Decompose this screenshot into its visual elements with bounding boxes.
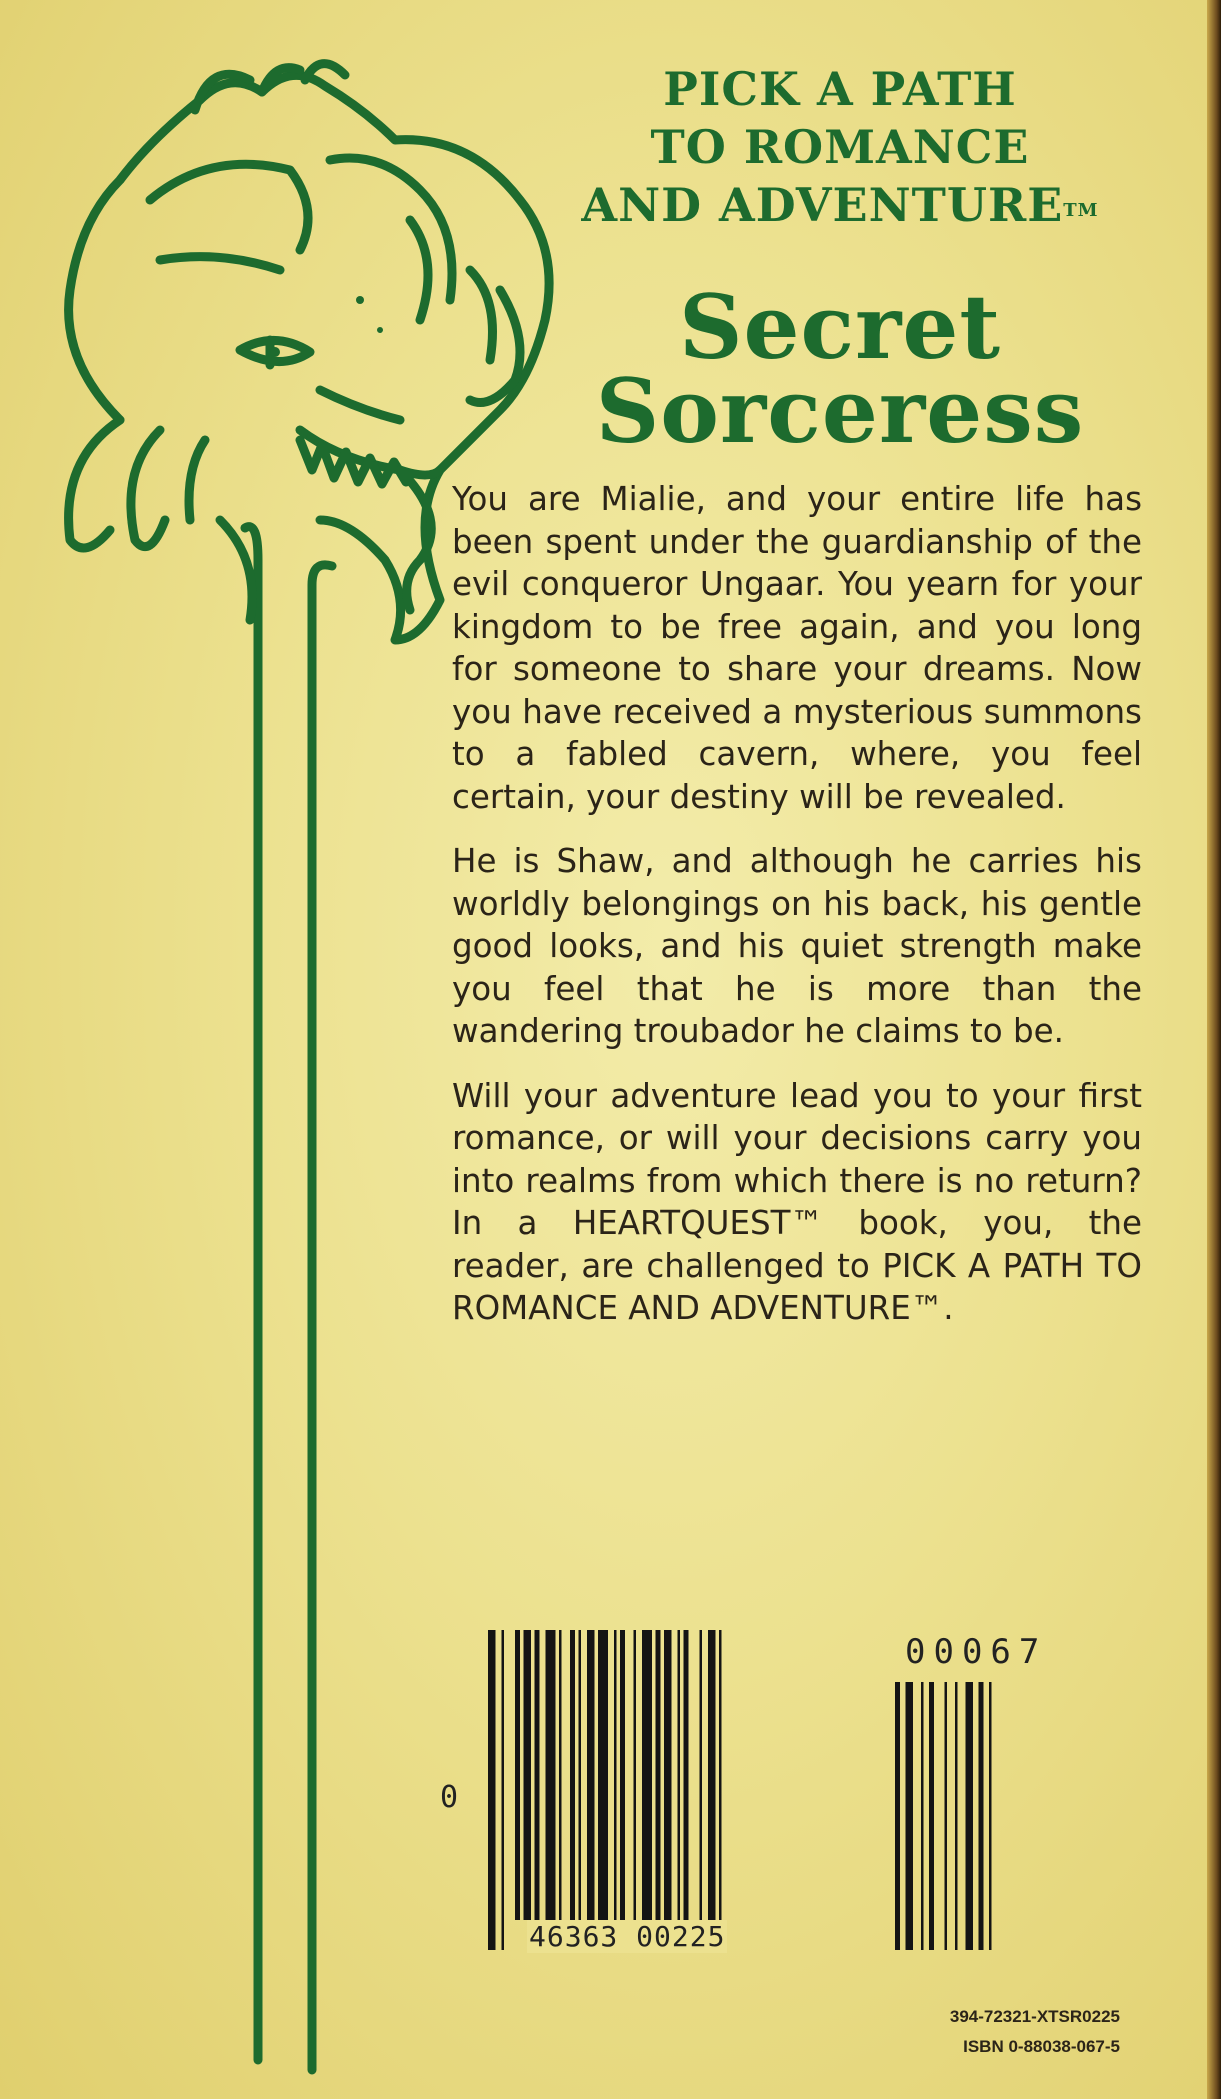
blurb-text: [452, 478, 1142, 1352]
barcode-addon-bar: [979, 1682, 984, 1950]
barcode-bar: [634, 1630, 637, 1920]
barcode-bar: [642, 1630, 652, 1920]
barcode-addon-bar: [895, 1682, 900, 1950]
blurb-paragraph-1: You are Mialie, and your entire life has been spent under the guardianship of the evil conqueror Ungaar. You yearn for your kingdom to be free again, and you long for someone to share your dreams. Now you have received a mysterious summons to a fabled cavern, where, you feel certain, your destiny will be revealed.: [452, 480, 1142, 816]
isbn: ISBN 0-88038-067-5: [963, 2037, 1120, 2056]
barcode-addon-bar: [989, 1682, 992, 1950]
trademark-mark: TM: [1063, 200, 1099, 221]
barcode-bar: [570, 1630, 575, 1920]
barcode-bar: [656, 1630, 661, 1920]
barcode-bar: [708, 1630, 716, 1950]
series-tagline: [560, 60, 1120, 234]
barcode-bar: [700, 1630, 703, 1920]
barcode-addon-bar: [921, 1682, 924, 1950]
tagline-line-3: [560, 176, 1120, 234]
barcode-bar: [515, 1630, 520, 1920]
barcode-bar: [488, 1630, 496, 1950]
catalog-info: [760, 2002, 1120, 2062]
barcode-bar: [559, 1630, 562, 1920]
barcode-bar: [502, 1630, 505, 1950]
book-title: [560, 275, 1120, 463]
barcode-bar: [535, 1630, 540, 1920]
spine-edge: [1207, 0, 1221, 2099]
barcode-addon-bar: [955, 1682, 958, 1950]
barcode-addon-bar: [945, 1682, 948, 1950]
barcode-left-digit: 0: [440, 1780, 459, 1815]
title-line-1: Secret: [678, 275, 1002, 379]
barcode-addon-bar: [929, 1682, 934, 1950]
blurb-paragraph-3: Will your adventure lead you to your first romance, or will your decisions carry you into realms from which there is no return? In a HEARTQUEST™ book, you, the reader, are challenged to PICK A PATH TO ROMANCE AND ADVENTURE™.: [452, 1076, 1142, 1327]
barcode-bar: [614, 1630, 617, 1920]
barcode-bar: [587, 1630, 595, 1920]
barcode-bar: [546, 1630, 556, 1920]
barcode-addon-bar: [966, 1682, 974, 1950]
barcode: [480, 1630, 1080, 1960]
barcode-addon-bar: [906, 1682, 914, 1950]
barcode-bar: [579, 1630, 582, 1920]
tagline-line-2: TO ROMANCE: [650, 120, 1030, 174]
tagline-line-1: PICK A PATH: [663, 62, 1017, 116]
barcode-addon-digits: 00067: [905, 1632, 1048, 1672]
blurb-paragraph-2: He is Shaw, and although he carries his worldly belongings on his back, his gentle good looks, and his quiet strength make you feel that he is more than the wandering troubador he claims to be.: [452, 842, 1142, 1050]
tagline-line-3-text: AND ADVENTURE: [581, 178, 1064, 232]
barcode-main-digits: 46363 00225: [529, 1920, 726, 1953]
barcode-bar: [664, 1630, 672, 1920]
barcode-bar: [719, 1630, 722, 1950]
barcode-bar: [598, 1630, 608, 1920]
barcode-bar: [620, 1630, 625, 1920]
barcode-bar: [678, 1630, 681, 1920]
barcode-bar: [684, 1630, 689, 1920]
catalog-code: 394-72321-XTSR0225: [949, 2007, 1120, 2026]
barcode-bar: [524, 1630, 532, 1920]
title-line-2: Sorceress: [595, 359, 1085, 463]
